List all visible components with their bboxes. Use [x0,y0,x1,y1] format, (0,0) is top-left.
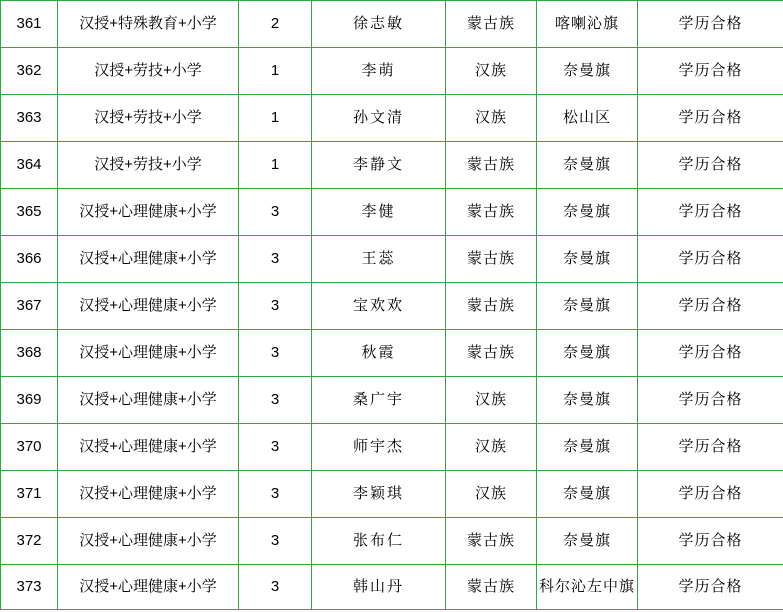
cell-count: 3 [239,518,312,565]
cell-qualification: 学历合格 [638,424,783,471]
cell-subject: 汉授+心理健康+小学 [58,189,239,236]
cell-qualification: 学历合格 [638,330,783,377]
cell-count: 3 [239,283,312,330]
table-row[interactable] [1,1,783,48]
cell-name: 李健 [312,189,446,236]
cell-qualification: 学历合格 [638,236,783,283]
table-row[interactable] [1,471,783,518]
table-row[interactable] [1,236,783,283]
cell-id: 372 [1,518,58,565]
cell-name: 李萌 [312,48,446,95]
cell-id: 367 [1,283,58,330]
cell-id: 365 [1,189,58,236]
cell-count: 3 [239,424,312,471]
cell-ethnicity: 蒙古族 [446,142,537,189]
cell-qualification: 学历合格 [638,189,783,236]
cell-name: 孙文清 [312,95,446,142]
cell-ethnicity: 蒙古族 [446,1,537,48]
cell-name: 李静文 [312,142,446,189]
table-row[interactable] [1,565,783,610]
cell-subject: 汉授+心理健康+小学 [58,330,239,377]
table-row[interactable] [1,518,783,565]
cell-qualification: 学历合格 [638,565,783,610]
cell-region: 松山区 [537,95,638,142]
cell-region: 奈曼旗 [537,142,638,189]
cell-qualification: 学历合格 [638,518,783,565]
cell-subject: 汉授+特殊教育+小学 [58,1,239,48]
cell-ethnicity: 蒙古族 [446,189,537,236]
table-row[interactable] [1,189,783,236]
table-body [1,1,783,610]
cell-region: 奈曼旗 [537,330,638,377]
cell-qualification: 学历合格 [638,471,783,518]
cell-region: 奈曼旗 [537,377,638,424]
cell-id: 362 [1,48,58,95]
cell-ethnicity: 汉族 [446,377,537,424]
table-row[interactable] [1,330,783,377]
cell-region: 喀喇沁旗 [537,1,638,48]
cell-region: 奈曼旗 [537,518,638,565]
cell-name: 李颖琪 [312,471,446,518]
cell-id: 369 [1,377,58,424]
cell-ethnicity: 蒙古族 [446,565,537,610]
cell-ethnicity: 汉族 [446,95,537,142]
cell-qualification: 学历合格 [638,95,783,142]
table-row[interactable] [1,95,783,142]
cell-count: 1 [239,48,312,95]
cell-qualification: 学历合格 [638,48,783,95]
cell-region: 奈曼旗 [537,283,638,330]
cell-region: 奈曼旗 [537,424,638,471]
cell-count: 1 [239,142,312,189]
cell-region: 科尔沁左中旗 [537,565,638,610]
cell-subject: 汉授+劳技+小学 [58,95,239,142]
cell-subject: 汉授+劳技+小学 [58,142,239,189]
cell-ethnicity: 汉族 [446,471,537,518]
cell-ethnicity: 汉族 [446,48,537,95]
cell-subject: 汉授+心理健康+小学 [58,424,239,471]
cell-ethnicity: 蒙古族 [446,330,537,377]
cell-id: 370 [1,424,58,471]
table-row[interactable] [1,48,783,95]
table-row[interactable] [1,283,783,330]
cell-subject: 汉授+心理健康+小学 [58,518,239,565]
table-row[interactable] [1,377,783,424]
cell-name: 师宇杰 [312,424,446,471]
cell-subject: 汉授+心理健康+小学 [58,283,239,330]
cell-subject: 汉授+心理健康+小学 [58,471,239,518]
cell-id: 361 [1,1,58,48]
cell-ethnicity: 蒙古族 [446,283,537,330]
cell-qualification: 学历合格 [638,377,783,424]
cell-region: 奈曼旗 [537,471,638,518]
cell-name: 秋霞 [312,330,446,377]
cell-name: 韩山丹 [312,565,446,610]
cell-subject: 汉授+心理健康+小学 [58,377,239,424]
cell-subject: 汉授+心理健康+小学 [58,565,239,610]
cell-subject: 汉授+劳技+小学 [58,48,239,95]
cell-count: 3 [239,189,312,236]
cell-region: 奈曼旗 [537,189,638,236]
table-row[interactable] [1,424,783,471]
cell-id: 364 [1,142,58,189]
cell-id: 373 [1,565,58,610]
cell-subject: 汉授+心理健康+小学 [58,236,239,283]
cell-count: 1 [239,95,312,142]
cell-count: 3 [239,471,312,518]
cell-count: 3 [239,330,312,377]
cell-qualification: 学历合格 [638,1,783,48]
cell-id: 371 [1,471,58,518]
cell-qualification: 学历合格 [638,142,783,189]
cell-count: 2 [239,1,312,48]
cell-name: 王蕊 [312,236,446,283]
cell-region: 奈曼旗 [537,236,638,283]
cell-count: 3 [239,565,312,610]
table-row[interactable] [1,142,783,189]
cell-id: 363 [1,95,58,142]
cell-ethnicity: 汉族 [446,424,537,471]
cell-name: 徐志敏 [312,1,446,48]
cell-id: 366 [1,236,58,283]
cell-ethnicity: 蒙古族 [446,518,537,565]
cell-id: 368 [1,330,58,377]
cell-name: 宝欢欢 [312,283,446,330]
cell-name: 张布仁 [312,518,446,565]
cell-region: 奈曼旗 [537,48,638,95]
cell-qualification: 学历合格 [638,283,783,330]
cell-ethnicity: 蒙古族 [446,236,537,283]
cell-name: 桑广宇 [312,377,446,424]
cell-count: 3 [239,377,312,424]
cell-count: 3 [239,236,312,283]
